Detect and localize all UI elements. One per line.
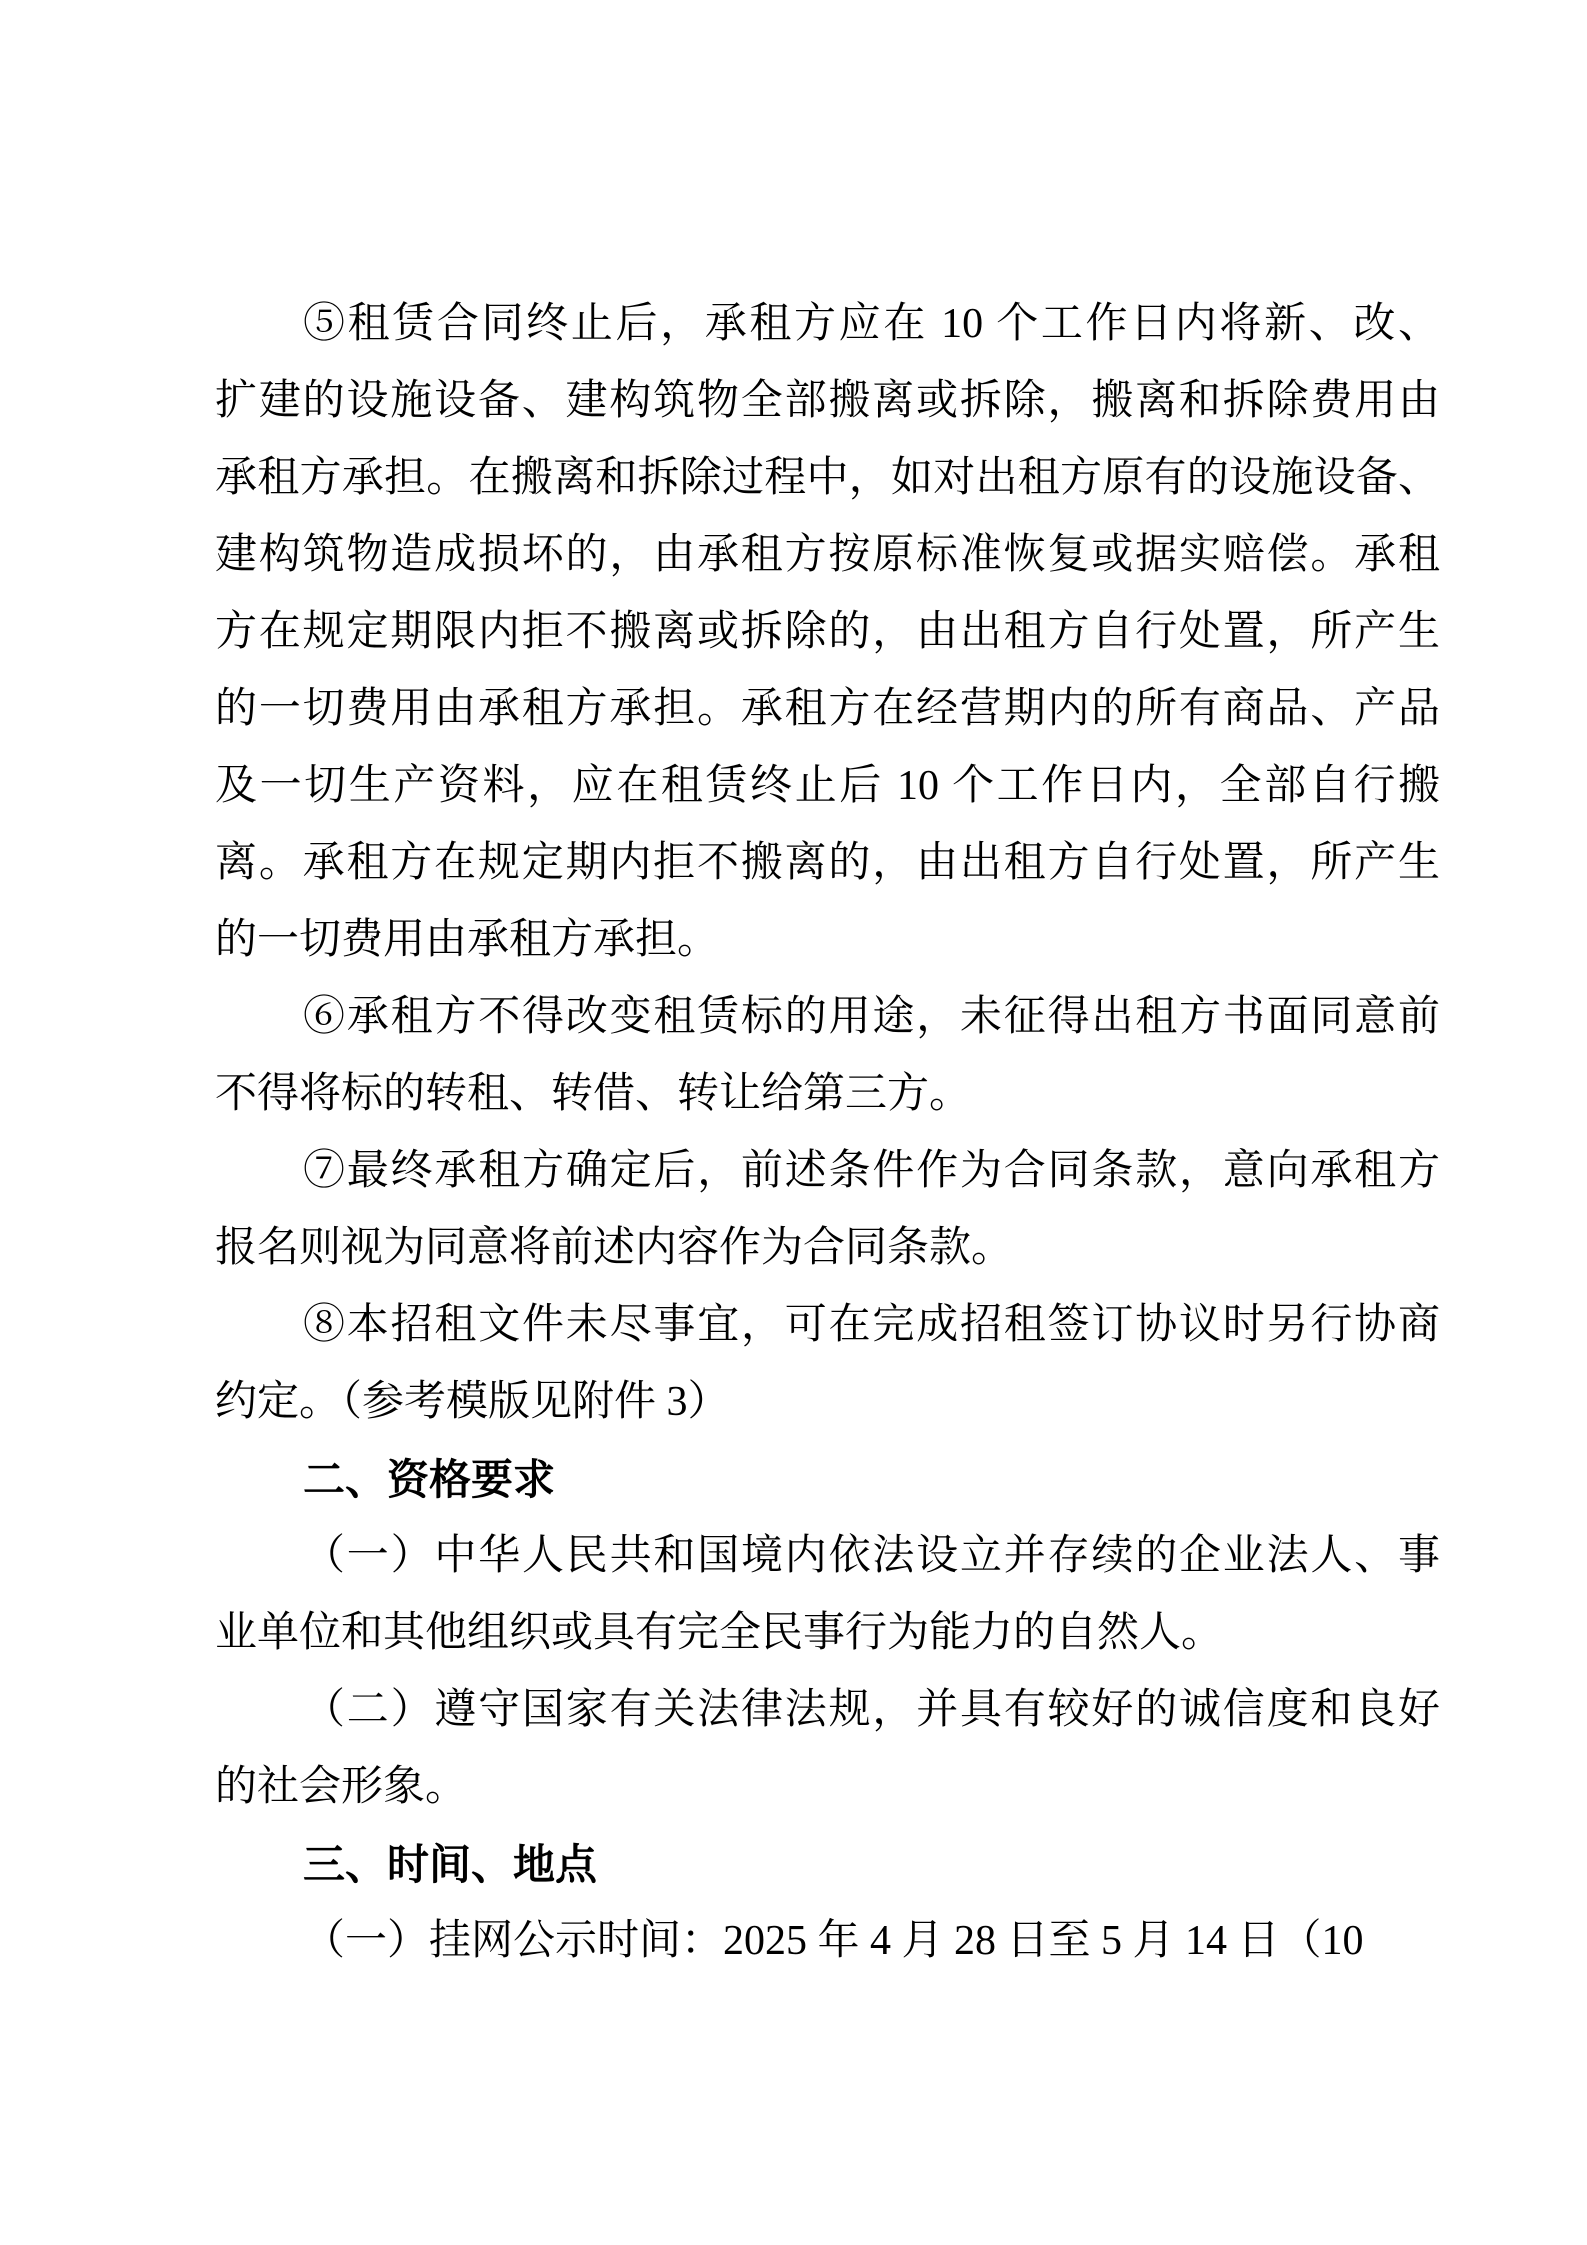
paragraph-line: 不得将标的转租、转借、转让给第三方。 xyxy=(215,1071,972,1117)
paragraph-line: 报名则视为同意将前述内容作为合同条款。 xyxy=(215,1225,1014,1271)
paragraph-line: 的社会形象。 xyxy=(215,1764,468,1810)
paragraph-line: 的一切费用由承租方承担。承租方在经营期内的所有商品、产品 xyxy=(215,686,1440,732)
section-heading-time-place: 三、时间、地点 xyxy=(303,1841,598,1888)
document-text-block xyxy=(215,286,1440,1980)
section-heading-qualifications: 二、资格要求 xyxy=(303,1456,556,1503)
paragraph-line: 扩建的设施设备、建构筑物全部搬离或拆除，搬离和拆除费用由 xyxy=(215,378,1440,424)
paragraph-line: ⑧本招租文件未尽事宜，可在完成招租签订协议时另行协商 xyxy=(303,1302,1440,1348)
paragraph-line: 方在规定期限内拒不搬离或拆除的，由出租方自行处置，所产生 xyxy=(215,609,1440,655)
paragraph-line: 及一切生产资料，应在租赁终止后 10 个工作日内，全部自行搬 xyxy=(215,763,1440,809)
paragraph-line: 业单位和其他组织或具有完全民事行为能力的自然人。 xyxy=(215,1610,1224,1656)
paragraph-line: （二）遵守国家有关法律法规，并具有较好的诚信度和良好 xyxy=(303,1687,1440,1733)
paragraph-line: ⑥承租方不得改变租赁标的用途，未征得出租方书面同意前 xyxy=(303,994,1440,1040)
paragraph-line: （一）挂网公示时间：2025 年 4 月 28 日至 5 月 14 日（10 xyxy=(303,1918,1364,1964)
paragraph-line: 的一切费用由承租方承担。 xyxy=(215,917,720,963)
paragraph-line: 约定。（参考模版见附件 3） xyxy=(215,1379,730,1425)
paragraph-line: 建构筑物造成损坏的，由承租方按原标准恢复或据实赔偿。承租 xyxy=(215,532,1440,578)
paragraph-line: 承租方承担。在搬离和拆除过程中，如对出租方原有的设施设备、 xyxy=(215,455,1440,501)
paragraph-line: 离。承租方在规定期内拒不搬离的，由出租方自行处置，所产生 xyxy=(215,840,1440,886)
paragraph-line: （一）中华人民共和国境内依法设立并存续的企业法人、事 xyxy=(303,1533,1440,1579)
paragraph-line: ⑦最终承租方确定后，前述条件作为合同条款，意向承租方 xyxy=(303,1148,1440,1194)
paragraph-line: ⑤租赁合同终止后，承租方应在 10 个工作日内将新、改、 xyxy=(303,301,1440,347)
